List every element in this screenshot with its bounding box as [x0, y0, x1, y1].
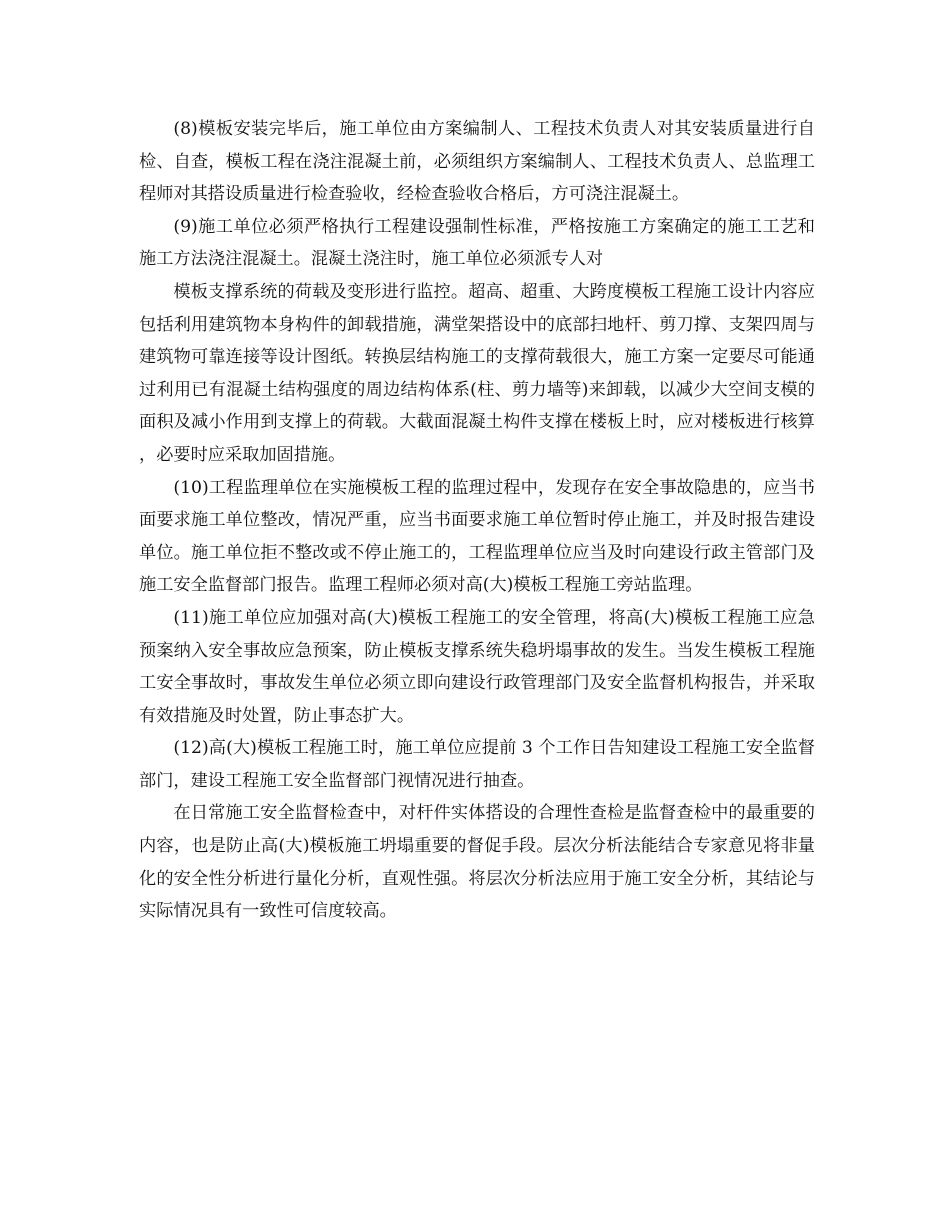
paragraph-formwork-monitoring: 模板支撑系统的荷载及变形进行监控。超高、超重、大跨度模板工程施工设计内容应包括利用建筑物本身构件的卸载措施，满堂架搭设中的底部扫地杆、剪刀撑、支架四周与建筑物可靠连接等设计图纸。转换层结构施工的支撑荷载很大，施工方案一定要尽可能通过利用已有混凝土结构强度的周边结构体系(柱、剪力墙等)来卸载，以减少大空间支模的面积及减小作用到支撑上的荷载。大截面混凝土构件支撑在楼板上时，应对楼板进行核算，必要时应采取加固措施。: [139, 281, 815, 465]
paragraph-item-8: (8)模板安装完毕后，施工单位由方案编制人、工程技术负责人对其安装质量进行自检、自查，模板工程在浇注混凝土前，必须组织方案编制人、工程技术负责人、总监理工程师对其搭设质量进行检查验收，经检查验收合格后，方可浇注混凝土。: [139, 119, 815, 205]
paragraph-item-11: (11)施工单位应加强对高(大)模板工程施工的安全管理，将高(大)模板工程施工应急预案纳入安全事故应急预案，防止模板支撑系统失稳坍塌事故的发生。当发生模板工程施工安全事故时，事故发生单位必须立即向建设行政管理部门及安全监督机构报告，并采取有效措施及时处置，防止事态扩大。: [139, 607, 815, 726]
document-body: [139, 113, 815, 928]
paragraph-item-12: (12)高(大)模板工程施工时，施工单位应提前 3 个工作日告知建设工程施工安全监督部门，建设工程施工安全监督部门视情况进行抽查。: [139, 738, 815, 791]
paragraph-item-10: (10)工程监理单位在实施模板工程的监理过程中，发现存在安全事故隐患的，应当书面要求施工单位整改，情况严重，应当书面要求施工单位暂时停止施工，并及时报告建设单位。施工单位拒不整改或不停止施工的，工程监理单位应当及时向建设行政主管部门及施工安全监督部门报告。监理工程师必须对高(大)模板工程施工旁站监理。: [139, 477, 815, 596]
paragraph-conclusion: 在日常施工安全监督检查中，对杆件实体搭设的合理性查检是监督查检中的最重要的内容，也是防止高(大)模板施工坍塌重要的督促手段。层次分析法能结合专家意见将非量化的安全性分析进行量化分析，直观性强。将层次分析法应用于施工安全分析，其结论与实际情况具有一致性可信度较高。: [139, 803, 815, 922]
paragraph-item-9: (9)施工单位必须严格执行工程建设强制性标准，严格按施工方案确定的施工工艺和施工方法浇注混凝土。混凝土浇注时，施工单位必须派专人对: [139, 216, 815, 270]
